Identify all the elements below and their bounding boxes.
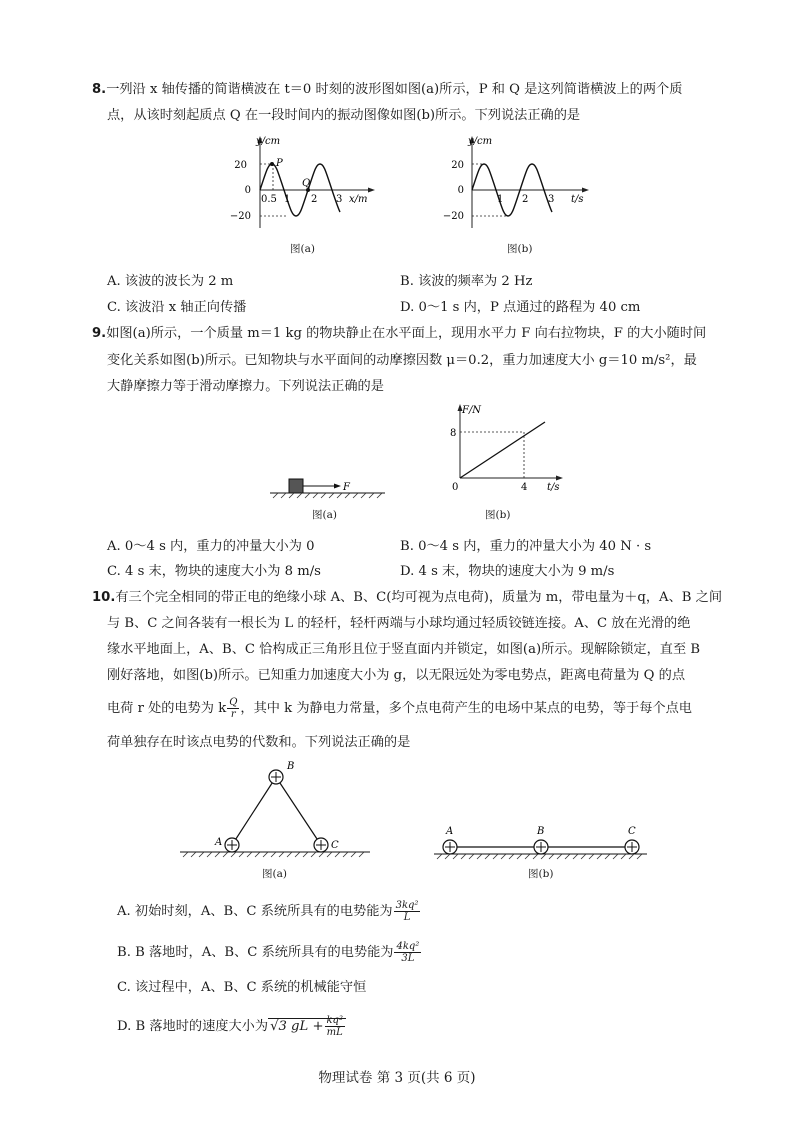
q8a-label-p: P (276, 158, 283, 169)
q8a-ylabel: y/cm (256, 136, 281, 147)
q10-stem-line4: 刚好落地，如图(b)所示。已知重力加速度大小为 g，以无限远处为零电势点，距离电荷量为 Q 的点 (107, 668, 686, 683)
q8-figure-b-vibration (442, 130, 597, 235)
q9-stem-line3: 大静摩擦力等于滑动摩擦力。下列说法正确的是 (107, 379, 384, 394)
q10-option-a-fraction: $\frac{\text{3kq²}}{L}$ (395, 900, 419, 923)
q10-text-1: 有三个完全相同的带正电的绝缘小球 A、B、C(均可视为点电荷)，质量为 m，带电量为＋q，A、B 之间 (115, 590, 723, 605)
q9-stem-line2: 变化关系如图(b)所示。已知物块与水平面间的动摩擦因数 μ＝0.2，重力加速度大小 g＝10 m/s²，最 (107, 353, 697, 368)
q8-option-a[interactable]: A. 该波的波长为 2 m (107, 274, 234, 289)
q10b-label-b: B (537, 826, 545, 837)
q10-option-d-root: √3 gL + $\frac{\text{kq²}}{mL}$ (268, 1018, 346, 1034)
q8-option-c[interactable]: C. 该波沿 x 轴正向传播 (107, 300, 247, 315)
q10a-label-c: C (331, 840, 339, 851)
q8-option-d[interactable]: D. 0～1 s 内，P 点通过的路程为 40 cm (400, 300, 641, 315)
q10a-ball-b (269, 770, 283, 784)
q10a-rod-ab (232, 777, 276, 845)
q9b-ylabel: F/N (462, 405, 482, 416)
q9-option-c[interactable]: C. 4 s 末，物块的速度大小为 8 m/s (107, 564, 321, 579)
q10-option-d[interactable] (117, 1015, 346, 1038)
q10-option-d-fraction: $\frac{\text{kq²}}{mL}$ (326, 1015, 343, 1038)
q10b-label-a: A (446, 826, 454, 837)
q10-option-c[interactable]: C. 该过程中，A、B、C 系统的机械能守恒 (117, 980, 367, 995)
q8a-xlabel: x/m (349, 194, 368, 205)
q9-figure-b-force-time (440, 400, 570, 495)
q9b-ytick-8: 8 (450, 428, 457, 439)
q8b-ytick-20: 20 (451, 160, 464, 171)
q8-figure-a-wave (225, 130, 375, 235)
q9-stem-line1 (92, 324, 706, 344)
q8a-xtick-3: 3 (336, 194, 343, 205)
q8-option-b[interactable]: B. 该波的频率为 2 Hz (400, 274, 533, 289)
q9b-xlabel: t/s (547, 482, 560, 493)
page-footer: 物理试卷 第 3 页(共 6 页) (318, 1070, 476, 1086)
q10-number: 10. (92, 590, 116, 605)
q9-fig-a-caption: 图(a) (312, 509, 337, 521)
q9b-xtick-4: 4 (521, 482, 528, 493)
q10b-ball-a (443, 840, 457, 854)
q10-figure-a-triangle (175, 755, 375, 865)
q10-stem-line2: 与 B、C 之间各装有一根长为 L 的轻杆，轻杆两端与小球均通过轻质铰链连接。A、C 放在光滑的绝 (107, 616, 691, 631)
q8-fig-a-caption: 图(a) (290, 243, 315, 255)
q8a-ytick-neg20: −20 (229, 211, 251, 222)
q8a-xtick-1: 1 (284, 194, 291, 205)
q8-stem-line2: 点，从该时刻起质点 Q 在一段时间内的振动图像如图(b)所示。下列说法正确的是 (107, 108, 581, 123)
q10b-ball-c (625, 840, 639, 854)
q8-number: 8. (92, 82, 107, 97)
q9a-force-label: F (343, 482, 350, 493)
q8a-ytick-0: 0 (244, 185, 251, 196)
q10a-ball-a (225, 838, 239, 852)
q9-figure-a-block (265, 470, 395, 504)
q10-stem-line3: 缘水平地面上，A、B、C 恰构成正三角形且位于竖直面内并锁定，如图(a)所示。现解除锁定，直至 B (107, 642, 701, 657)
q8a-xtick-0.5: 0.5 (261, 194, 277, 205)
q8a-label-q: Q (302, 178, 311, 189)
q8a-ytick-20: 20 (234, 160, 247, 171)
q10-stem-line1 (92, 588, 722, 608)
q10b-ball-b (534, 840, 548, 854)
q10-fig-b-caption: 图(b) (528, 868, 554, 880)
q8-fig-b-caption: 图(b) (507, 243, 533, 255)
q8b-xtick-3: 3 (548, 194, 555, 205)
q10-fig-a-caption: 图(a) (262, 868, 287, 880)
potential-fraction: $\frac{Q}{r}$ (229, 697, 238, 720)
q10-option-b-text: B. B 落地时，A、B、C 系统所具有的电势能为 (117, 945, 394, 960)
q10-option-b[interactable] (117, 941, 422, 964)
q10-text-5a: 电荷 r 处的电势为 k (107, 701, 227, 716)
q9-text-1: 如图(a)所示，一个质量 m＝1 kg 的物块静止在水平面上，现用水平力 F 向右拉物块，F 的大小随时间 (106, 326, 707, 341)
q8-stem-line1 (92, 80, 682, 100)
q8b-xtick-2: 2 (522, 194, 529, 205)
q8b-ytick-0: 0 (457, 185, 464, 196)
q10-option-a[interactable] (117, 900, 421, 923)
q8b-xtick-1: 1 (497, 194, 504, 205)
q8b-ytick-neg20: −20 (442, 211, 464, 222)
q9-fig-b-caption: 图(b) (485, 509, 511, 521)
q8-text-1: 一列沿 x 轴传播的简谐横波在 t＝0 时刻的波形图如图(a)所示，P 和 Q 是这列简谐横波上的两个质 (106, 82, 683, 97)
q10-option-a-text: A. 初始时刻，A、B、C 系统所具有的电势能为 (117, 904, 393, 919)
q8b-ylabel: y/cm (468, 136, 493, 147)
q10a-ball-c (314, 838, 328, 852)
q9a-block (289, 479, 303, 493)
q10a-label-b: B (287, 761, 295, 772)
q10a-rod-bc (276, 777, 321, 845)
q8a-xtick-2: 2 (311, 194, 318, 205)
q9-option-a[interactable]: A. 0～4 s 内，重力的冲量大小为 0 (107, 539, 315, 554)
q8a-point-p (270, 162, 274, 166)
q9b-origin: 0 (452, 482, 459, 493)
q9-option-d[interactable]: D. 4 s 末，物块的速度大小为 9 m/s (400, 564, 615, 579)
q10-text-5b: ，其中 k 为静电力常量，多个点电荷产生的电场中某点的电势，等于每个点电 (240, 701, 692, 716)
q10-option-d-text: D. B 落地时的速度大小为 (117, 1019, 269, 1034)
q10-figure-b-ground (432, 818, 652, 863)
q10a-label-a: A (215, 837, 223, 848)
q8b-xlabel: t/s (571, 194, 584, 205)
q9-number: 9. (92, 326, 107, 341)
q10-stem-line6: 荷单独存在时该点电势的代数和。下列说法正确的是 (107, 735, 411, 750)
q10b-label-c: C (628, 826, 636, 837)
q9b-force-line (460, 422, 545, 478)
q10-stem-line5 (107, 697, 692, 720)
q10-option-b-fraction: $\frac{\text{4kq²}}{3L}$ (396, 941, 420, 964)
q9-option-b[interactable]: B. 0～4 s 内，重力的冲量大小为 40 N · s (400, 539, 652, 554)
